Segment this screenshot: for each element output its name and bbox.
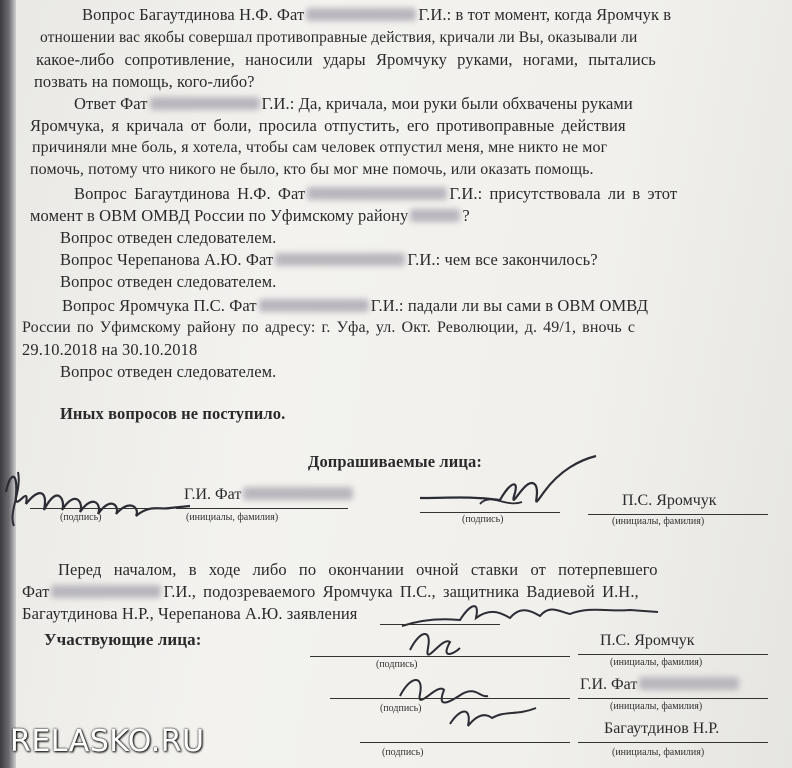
p1-line1-a: Вопрос Багаутдинова Н.Ф. Фат <box>82 5 305 24</box>
p1-line2: отношении вас якобы совершал противоправные действия, кричали ли Вы, оказывали ли <box>40 29 638 46</box>
signature-participants <box>380 620 540 760</box>
participant3-caption-name: (инициалы, фамилия) <box>612 747 705 758</box>
p3-line2-b: ? <box>462 206 470 225</box>
p3-line2 <box>30 206 470 226</box>
redacted-surname <box>243 487 353 500</box>
interrogated-right-name: П.С. Яромчук <box>622 492 717 509</box>
redacted-surname <box>51 585 161 598</box>
participant2-caption-name: (инициалы, фамилия) <box>610 701 703 712</box>
binding-edge <box>0 0 16 768</box>
redacted-surname <box>150 97 260 110</box>
participant1-caption-name: (инициалы, фамилия) <box>610 657 703 668</box>
statements-line3: Багаутдинова Н.Р., Черепанова А.Ю. заявления <box>22 604 358 623</box>
p4-line2: Вопрос отведен следователем. <box>60 272 277 291</box>
participant2-name <box>580 676 741 694</box>
p5-line4: Вопрос отведен следователем. <box>60 362 277 381</box>
p3-line1-b: Г.И.: присутствовала ли в этот <box>449 184 678 203</box>
p5-line1-b: Г.И.: падали ли вы сами в ОВМ ОМВД <box>370 296 649 315</box>
participant3-sig-line <box>360 742 570 743</box>
redacted-surname <box>306 8 416 21</box>
redacted-name <box>410 209 460 222</box>
participant2-sig-line <box>330 698 570 699</box>
p4-line1-b: Г.И.: чем все закончилось? <box>407 250 598 269</box>
redacted-surname <box>639 677 739 690</box>
interrogated-left-sig-line <box>30 508 160 509</box>
participant2-caption-sig: (подпись) <box>380 703 422 714</box>
p2-line2: Яромчука, я кричала от боли, просила отпустить, его противоправные действия <box>30 116 626 135</box>
interrogated-left-name-text: Г.И. Фат <box>184 486 242 503</box>
participant2-name-line <box>578 698 768 699</box>
p2-line1-a: Ответ Фат <box>74 94 148 113</box>
participant2-name-text: Г.И. Фат <box>580 676 638 693</box>
p3-line1-a: Вопрос Багаутдинова Н.Ф. Фат <box>74 184 306 203</box>
p3-line1 <box>74 184 677 204</box>
participant1-caption-sig: (подпись) <box>376 659 418 670</box>
interrogated-right-caption-name: (инициалы, фамилия) <box>612 516 705 527</box>
watermark: RELASKO.RU <box>10 724 205 759</box>
redacted-surname <box>259 299 369 312</box>
interrogated-right-name-line <box>588 514 768 515</box>
participant1-name-line <box>578 654 768 655</box>
interrogated-left-caption-name: (инициалы, фамилия) <box>186 512 279 523</box>
participant3-caption-sig: (подпись) <box>382 747 424 758</box>
p3-line2-a: момент в ОВМ ОМВД России по Уфимскому району <box>30 206 409 225</box>
no-questions-text: Иных вопросов не поступило. <box>60 404 286 423</box>
p5-line2: России по Уфимскому району по адресу: г. Уфа, ул. Окт. Революции, д. 49/1, вночь с <box>22 319 636 336</box>
p3-line3: Вопрос отведен следователем. <box>60 228 277 247</box>
interrogated-heading: Допрашиваемые лица: <box>308 452 482 471</box>
p5-line1-a: Вопрос Яромчука П.С. Фат <box>62 296 257 315</box>
p1-line1-b: Г.И.: в тот момент, когда Яромчук в <box>418 5 672 24</box>
interrogated-left-name-line <box>176 508 348 509</box>
p5-line1 <box>62 296 648 316</box>
p1-line4: позвать на помощь, кого-либо? <box>34 72 255 91</box>
participants-heading: Участвующие лица: <box>44 630 202 649</box>
participant3-name-line <box>578 742 768 743</box>
p1-line3: какое-либо сопротивление, наносили удары Яромчуку руками, ногами, пытались <box>36 50 656 69</box>
p2-line3: причиняли мне боль, я хотела, чтобы сам человек отпустил меня, мне никто не мог <box>32 139 608 156</box>
statements-line2-b: Г.И., подозреваемого Яромчука П.С., защитника Вадиевой И.Н., <box>163 582 639 601</box>
statements-line1: Перед началом, в ходе либо по окончании очной ставки от потерпевшего <box>58 560 658 579</box>
redacted-surname <box>275 253 405 266</box>
p2-line4: помочь, потому что никого не было, кто бы мог мне помочь, или оказать помощь. <box>30 161 594 178</box>
p5-line3: 29.10.2018 на 30.10.2018 <box>22 340 198 359</box>
participant1-sig-line <box>310 656 570 657</box>
p4-line1-a: Вопрос Черепанова А.Ю. Фат <box>60 250 274 269</box>
interrogated-left-caption-sig: (подпись) <box>60 512 102 523</box>
p2-line1 <box>74 94 633 114</box>
interrogated-right-sig-line <box>420 512 560 513</box>
statements-line2-a: Фат <box>22 582 50 601</box>
redacted-surname <box>307 187 447 200</box>
p4-line1 <box>60 250 598 270</box>
p1-line1 <box>82 5 671 25</box>
interrogated-right-caption-sig: (подпись) <box>462 514 504 525</box>
interrogated-left-name <box>184 486 355 504</box>
participant1-name: П.С. Яромчук <box>600 632 695 649</box>
participant3-name: Багаутдинов Н.Р. <box>604 720 720 737</box>
p2-line1-b: Г.И.: Да, кричала, мои руки были обхвачены руками <box>261 94 633 113</box>
